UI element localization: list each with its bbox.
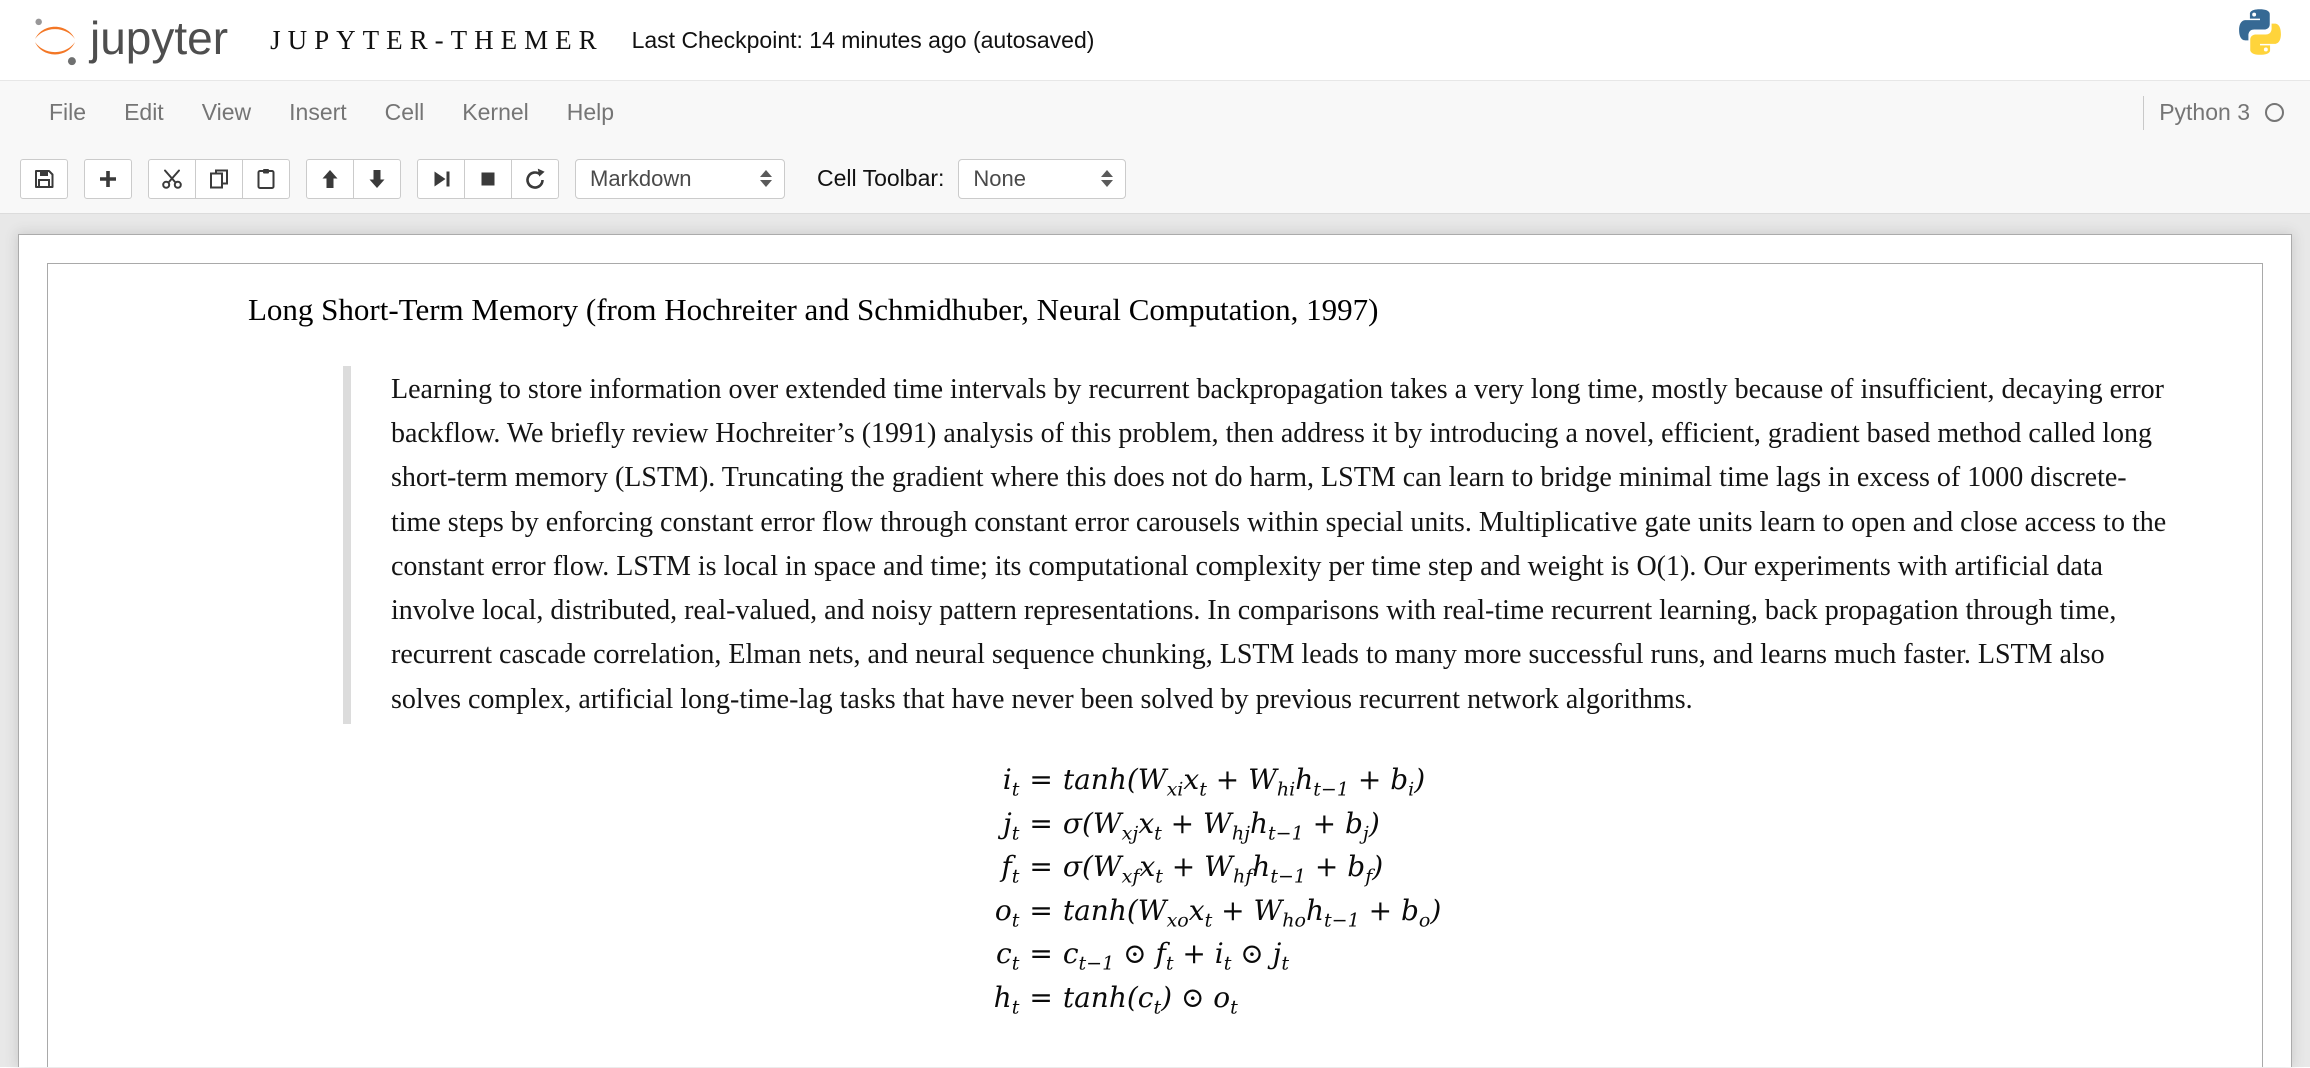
equation-rhs: $\tanh(c_t)$ ⊙ $o_t$: [1062, 981, 1238, 1019]
floppy-icon: [32, 167, 56, 191]
equation-rhs: $\sigma(W_{xj}x_t + W_{hj}h_{t-1} + b_j)$: [1062, 806, 1380, 845]
move-cell-up-button[interactable]: [306, 159, 354, 199]
equation-rhs: $\tanh(W_{xo}x_t + W_{ho}h_{t-1} + b_o)$: [1062, 893, 1442, 932]
abstract-blockquote: Learning to store information over extended time intervals by recurrent backpropagation takes a very long time, mostly because of insufficient, decaying error backflow. We briefly review Hochreiter’s (1991) analysis of this problem, then address it by introducing a novel, efficient, gradient based method called long short-term memory (LSTM). Truncating the gradient where this does not do harm, LSTM can learn to bridge minimal time lags in excess of 1000 discrete-time steps by enforcing constant error flow through constant error carousels within special units. Multiplicative gate units learn to open and close access to the constant error flow. LSTM is local in space and time; its computational complexity per time step and weight is O(1). Our experiments with artificial data involve local, distributed, real-valued, and noisy pattern representations. In comparisons with real-time recurrent learning, back propagation through time, recurrent cascade correlation, Elman nets, and neural sequence chunking, LSTM leads to many more successful runs, and learns much faster. LSTM also solves complex, artificial long-time-lag tasks that have never been solved by previous recurrent network algorithms.: [343, 366, 2167, 724]
cell-toolbar-label: Cell Toolbar:: [817, 165, 945, 191]
toolbar: [0, 144, 2310, 214]
equals-sign: =: [1029, 937, 1053, 971]
interrupt-kernel-button[interactable]: [464, 159, 512, 199]
arrow-up-icon: [318, 167, 342, 191]
jupyter-planet-icon: [28, 11, 82, 69]
notebook-title[interactable]: JUPYTER-THEMER: [270, 24, 604, 55]
run-cell-button[interactable]: [417, 159, 465, 199]
equation-lhs: $o_t$: [994, 893, 1020, 932]
equation-rhs: $\sigma(W_{xf}x_t + W_{hf}h_{t-1} + b_f)$: [1062, 850, 1384, 888]
equation-lhs: $j_t$: [1003, 806, 1020, 845]
menu-edit[interactable]: Edit: [124, 99, 164, 125]
cell-toolbar-select[interactable]: [958, 159, 1126, 199]
equation-lhs: $h_t$: [993, 981, 1020, 1019]
move-cell-down-button[interactable]: [353, 159, 401, 199]
menu-insert[interactable]: Insert: [289, 99, 347, 125]
equation-lhs: $f_t$: [1001, 850, 1020, 888]
kernel-idle-icon: [2265, 103, 2284, 122]
header: [0, 0, 2310, 80]
kernel-indicator: [2143, 96, 2284, 130]
select-arrows-icon: [1101, 170, 1113, 187]
scissors-icon: [160, 167, 184, 191]
paste-cells-button[interactable]: [242, 159, 290, 199]
restart-kernel-button[interactable]: [511, 159, 559, 199]
insert-cell-below-button[interactable]: [84, 159, 132, 199]
clipboard-icon: [254, 167, 278, 191]
cut-cells-button[interactable]: [148, 159, 196, 199]
cell-heading: Long Short-Term Memory (from Hochreiter and Schmidhuber, Neural Computation, 1997): [248, 292, 1379, 327]
equation-lhs: $i_t$: [1002, 762, 1020, 801]
equals-sign: =: [1029, 850, 1053, 884]
equals-sign: =: [1029, 981, 1053, 1014]
equation-rhs: $\tanh(W_{xi}x_t + W_{hi}h_{t-1} + b_i)$: [1062, 762, 1426, 801]
menu-help[interactable]: Help: [566, 99, 615, 125]
copy-icon: [207, 167, 231, 191]
jupyter-wordmark: jupyter: [90, 12, 229, 64]
select-arrows-icon: [760, 170, 772, 187]
kernel-name: Python 3: [2159, 99, 2250, 125]
python-logo-icon: [2234, 6, 2286, 58]
menu-cell[interactable]: Cell: [384, 99, 425, 125]
stop-icon: [476, 167, 500, 191]
menu-file[interactable]: File: [49, 99, 87, 125]
arrow-down-icon: [365, 167, 389, 191]
mode-indicator-divider: [2143, 96, 2144, 130]
menu-bar: [0, 80, 2310, 144]
menu-kernel[interactable]: Kernel: [462, 99, 529, 125]
plus-icon: [96, 167, 120, 191]
equals-sign: =: [1029, 806, 1053, 840]
equation-block: [248, 760, 2187, 1022]
cell-type-select[interactable]: [575, 159, 785, 199]
restart-icon: [523, 167, 547, 191]
checkpoint-status: Last Checkpoint: 14 minutes ago (autosaved): [631, 26, 1095, 53]
save-button[interactable]: [20, 159, 68, 199]
equals-sign: =: [1029, 762, 1053, 796]
jupyter-logo[interactable]: [28, 11, 228, 69]
notebook-page: [0, 214, 2310, 1067]
equals-sign: =: [1029, 893, 1053, 927]
markdown-cell[interactable]: [47, 263, 2263, 1067]
notebook-container: [18, 234, 2292, 1067]
equation-lhs: $c_t$: [996, 937, 1020, 975]
equation-rhs: $c_{t-1}$ ⊙ $f_t + i_t$ ⊙ $j_t$: [1062, 937, 1289, 975]
cell-type-value: Markdown: [590, 165, 692, 191]
cell-toolbar-value: None: [973, 165, 1027, 191]
menu-view[interactable]: View: [201, 99, 252, 125]
run-icon: [429, 167, 453, 191]
copy-cells-button[interactable]: [195, 159, 243, 199]
